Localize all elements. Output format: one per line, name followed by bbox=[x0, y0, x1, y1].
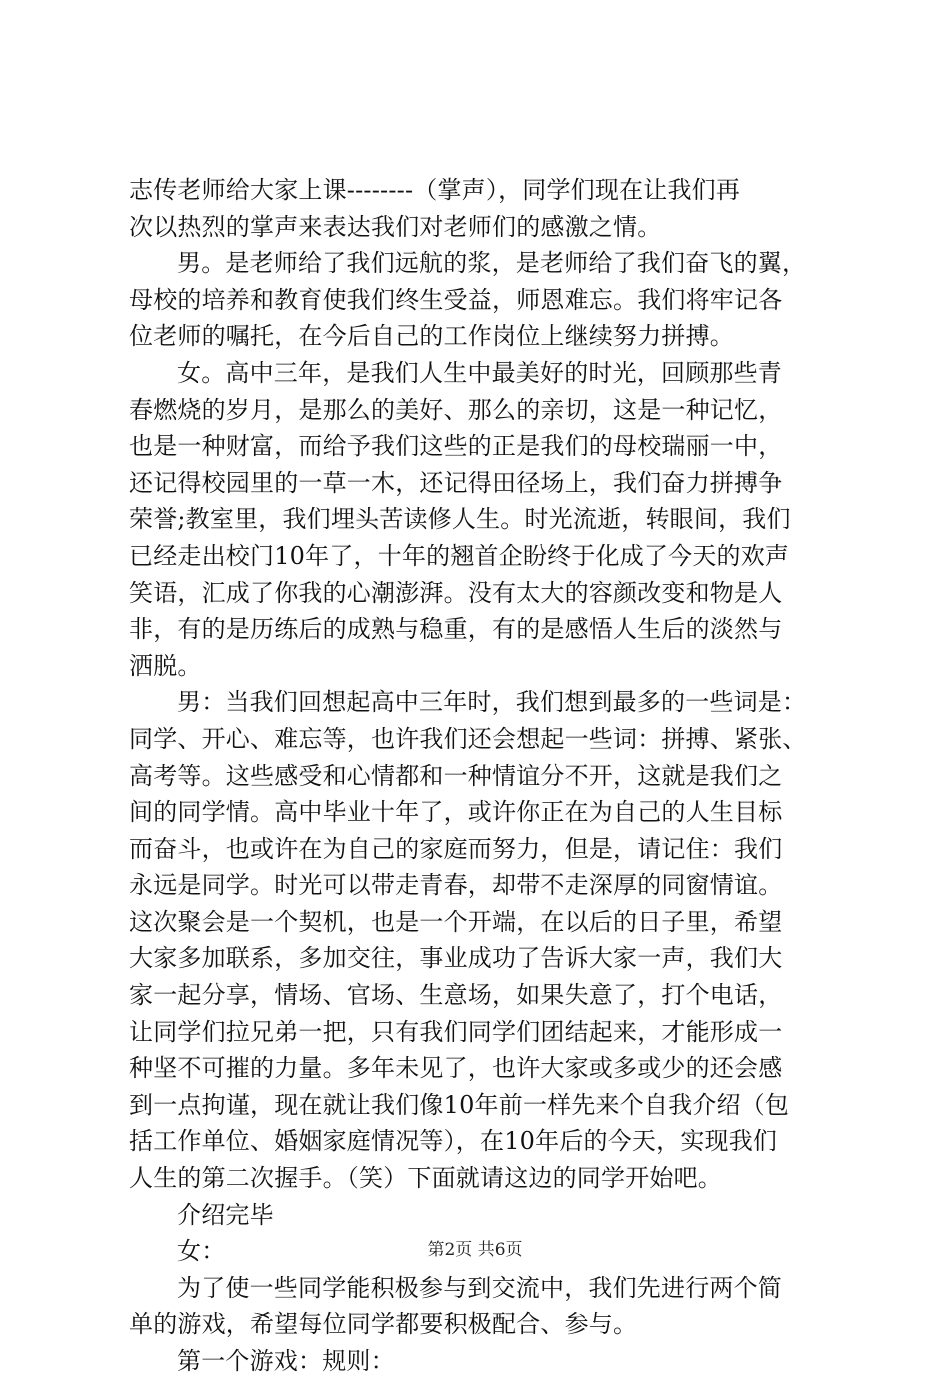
text-line: 次以热烈的掌声来表达我们对老师们的感激之情。 bbox=[129, 212, 662, 241]
text-line: 位老师的嘱托，在今后自己的工作岗位上继续努力拼搏。 bbox=[129, 322, 734, 351]
text-line: 介绍完毕 bbox=[177, 1200, 274, 1229]
text-line: 人生的第二次握手。（笑）下面就请这边的同学开始吧。 bbox=[129, 1164, 722, 1193]
text-line: 男：当我们回想起高中三年时，我们想到最多的一些词是： bbox=[177, 688, 807, 717]
text-line: 间的同学情。高中毕业十年了，或许你正在为自己的人生目标 bbox=[129, 798, 783, 827]
text-line: 荣誉;教室里，我们埋头苦读修人生。时光流逝，转眼间，我们 bbox=[129, 505, 791, 534]
text-line: 春燃烧的岁月，是那么的美好、那么的亲切，这是一种记忆， bbox=[129, 395, 783, 424]
page-footer: 第2页 共6页 bbox=[427, 1240, 523, 1260]
text-line: 高考等。这些感受和心情都和一种情谊分不开，这就是我们之 bbox=[129, 761, 783, 790]
text-line: 男。是老师给了我们远航的浆，是老师给了我们奋飞的翼， bbox=[177, 249, 807, 278]
text-line: 女： bbox=[177, 1237, 226, 1266]
text-line: 家一起分享，情场、官场、生意场，如果失意了，打个电话， bbox=[129, 981, 783, 1010]
text-line: 这次聚会是一个契机，也是一个开端，在以后的日子里，希望 bbox=[129, 907, 783, 936]
text-line: 还记得校园里的一草一木，还记得田径场上，我们奋力拼搏争 bbox=[129, 468, 783, 497]
text-line: 笑语，汇成了你我的心潮澎湃。没有太大的容颜改变和物是人 bbox=[129, 578, 783, 607]
text-line: 种坚不可摧的力量。多年未见了，也许大家或多或少的还会感 bbox=[129, 1054, 783, 1083]
text-line: 到一点拘谨，现在就让我们像10年前一样先来个自我介绍（包 bbox=[129, 1090, 790, 1119]
text-line: 志传老师给大家上课--------（掌声），同学们现在让我们再 bbox=[129, 176, 741, 204]
text-line: 也是一种财富，而给予我们这些的正是我们的母校瑞丽一中， bbox=[129, 432, 783, 461]
text-line: 永远是同学。时光可以带走青春，却带不走深厚的同窗情谊。 bbox=[129, 871, 783, 900]
text-line: 非，有的是历练后的成熟与稳重，有的是感悟人生后的淡然与 bbox=[129, 615, 783, 644]
text-line: 单的游戏，希望每位同学都要积极配合、参与。 bbox=[129, 1310, 638, 1339]
text-line: 为了使一些同学能积极参与到交流中，我们先进行两个简 bbox=[177, 1273, 782, 1302]
text-line: 大家多加联系，多加交往，事业成功了告诉大家一声，我们大 bbox=[129, 944, 783, 973]
text-line: 女。高中三年，是我们人生中最美好的时光，回顾那些青 bbox=[177, 358, 782, 387]
text-line: 而奋斗，也或许在为自己的家庭而努力，但是，请记住：我们 bbox=[129, 834, 783, 863]
text-line: 让同学们拉兄弟一把，只有我们同学们团结起来，才能形成一 bbox=[129, 1017, 783, 1046]
document-body bbox=[129, 172, 834, 1380]
text-line: 母校的培养和教育使我们终生受益，师恩难忘。我们将牢记各 bbox=[129, 285, 783, 314]
text-line: 洒脱。 bbox=[129, 651, 202, 680]
text-line: 第一个游戏：规则： bbox=[177, 1347, 395, 1375]
text-line: 括工作单位、婚姻家庭情况等），在10年后的今天，实现我们 bbox=[129, 1127, 778, 1156]
text-line: 同学、开心、难忘等，也许我们还会想起一些词：拼搏、紧张、 bbox=[129, 724, 807, 753]
text-line: 已经走出校门10年了，十年的翘首企盼终于化成了今天的欢声 bbox=[129, 541, 790, 570]
